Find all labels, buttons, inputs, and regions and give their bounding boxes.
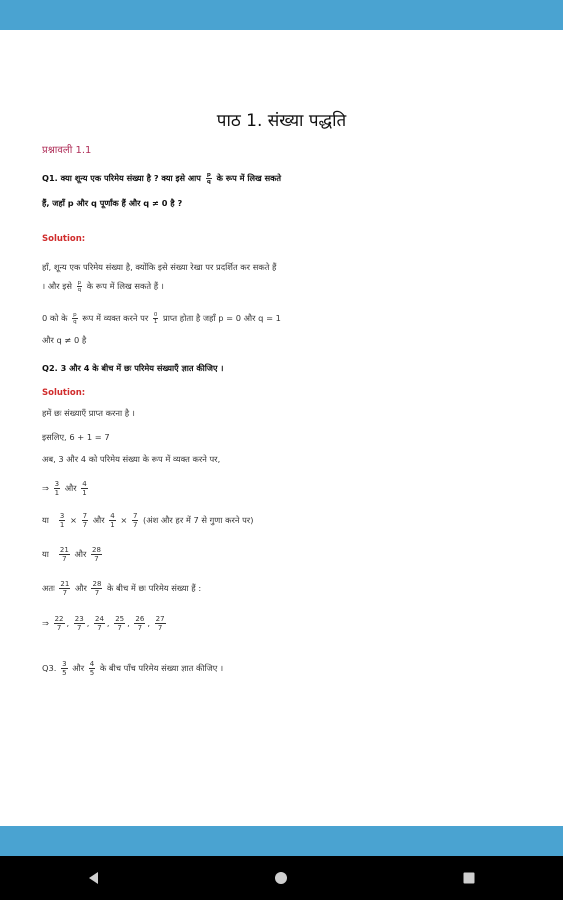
solution-label-1: Solution: bbox=[42, 234, 86, 244]
answer-1-line-2: । और इसे $\frac{p}{q}$ के रूप में लिख सकते हैं । bbox=[42, 280, 164, 293]
fraction-0-1: $\frac{0}{1}$ bbox=[153, 312, 158, 325]
document-page[interactable] bbox=[0, 30, 563, 826]
home-circle-icon bbox=[274, 871, 288, 885]
answer-2-line-2: इसलिए, 6 + 1 = 7 bbox=[42, 432, 110, 442]
fraction-p-q: $\frac{p}{q}$ bbox=[77, 280, 82, 293]
answer-1-line-4: और q ≠ 0 है bbox=[42, 335, 87, 345]
answer-2-step-3: या $\frac{21}{7}$ और $\frac{28}{7}$ bbox=[42, 546, 101, 563]
home-button[interactable] bbox=[251, 856, 311, 900]
question-1-line-1: Q1. क्या शून्य एक परिमेय संख्या है ? क्या इसे आप $\frac{p}{q}$ के रूप में लिख सकते bbox=[42, 172, 282, 185]
question-3: Q3. $\frac{3}{5}$ और $\frac{4}{5}$ के बीच पाँच परिमेय संख्या ज्ञात कीजिए । bbox=[42, 660, 224, 677]
system-navigation-bar bbox=[0, 856, 563, 900]
answer-2-step-1: ⇒ $\frac{3}{1}$ और $\frac{4}{1}$ bbox=[42, 480, 87, 497]
answer-1-line-1: हाँ, शून्य एक परिमेय संख्या है, क्योंकि इसे संख्या रेखा पर प्रदर्शित कर सकते हैं bbox=[42, 262, 277, 272]
page-title: पाठ 1. संख्या पद्धति bbox=[216, 111, 347, 131]
bottom-app-bar bbox=[0, 826, 563, 856]
answer-2-step-4: अतः $\frac{21}{7}$ और $\frac{28}{7}$ के बीच में छः परिमेय संख्या हैं : bbox=[42, 580, 202, 597]
answer-2-step-5: ⇒ $\frac{22}{7}$ , $\frac{23}{7}$ , $\frac{24}{7}$ , $\frac{25}{7}$ , $\frac{26}{7}$ , $\frac{27}{7}$ bbox=[42, 615, 165, 632]
status-bar bbox=[0, 0, 563, 30]
fraction-p-q: $\frac{p}{q}$ bbox=[206, 172, 211, 185]
recents-button[interactable] bbox=[439, 856, 499, 900]
solution-label-2: Solution: bbox=[42, 388, 86, 398]
back-button[interactable] bbox=[64, 856, 124, 900]
recents-square-icon bbox=[462, 871, 476, 885]
answer-1-line-3: 0 को के $\frac{p}{q}$ रूप में व्यक्त करने पर $\frac{0}{1}$ प्राप्त होता है जहाँ p = 0 और q = 1 bbox=[42, 312, 281, 325]
answer-2-line-3: अब, 3 और 4 को परिमेय संख्या के रूप में व्यक्त करने पर, bbox=[42, 454, 221, 464]
fraction-p-q: $\frac{p}{q}$ bbox=[73, 312, 77, 325]
exercise-heading: प्रश्नावली 1.1 bbox=[42, 145, 92, 156]
question-1-line-2: हैं, जहाँ p और q पूर्णांक हैं और q ≠ 0 है ? bbox=[42, 198, 183, 208]
answer-2-line-1: हमें छः संख्याएँ प्राप्त करना है । bbox=[42, 408, 135, 418]
answer-2-step-2: या $\frac{3}{1}$ × $\frac{7}{7}$ और $\frac{4}{1}$ × $\frac{7}{7}$ (अंश और हर में 7 से गुणा करने पर) bbox=[42, 512, 254, 529]
question-2: Q2. 3 और 4 के बीच में छः परिमेय संख्याएँ ज्ञात कीजिए । bbox=[42, 363, 224, 373]
back-triangle-icon bbox=[87, 871, 101, 885]
